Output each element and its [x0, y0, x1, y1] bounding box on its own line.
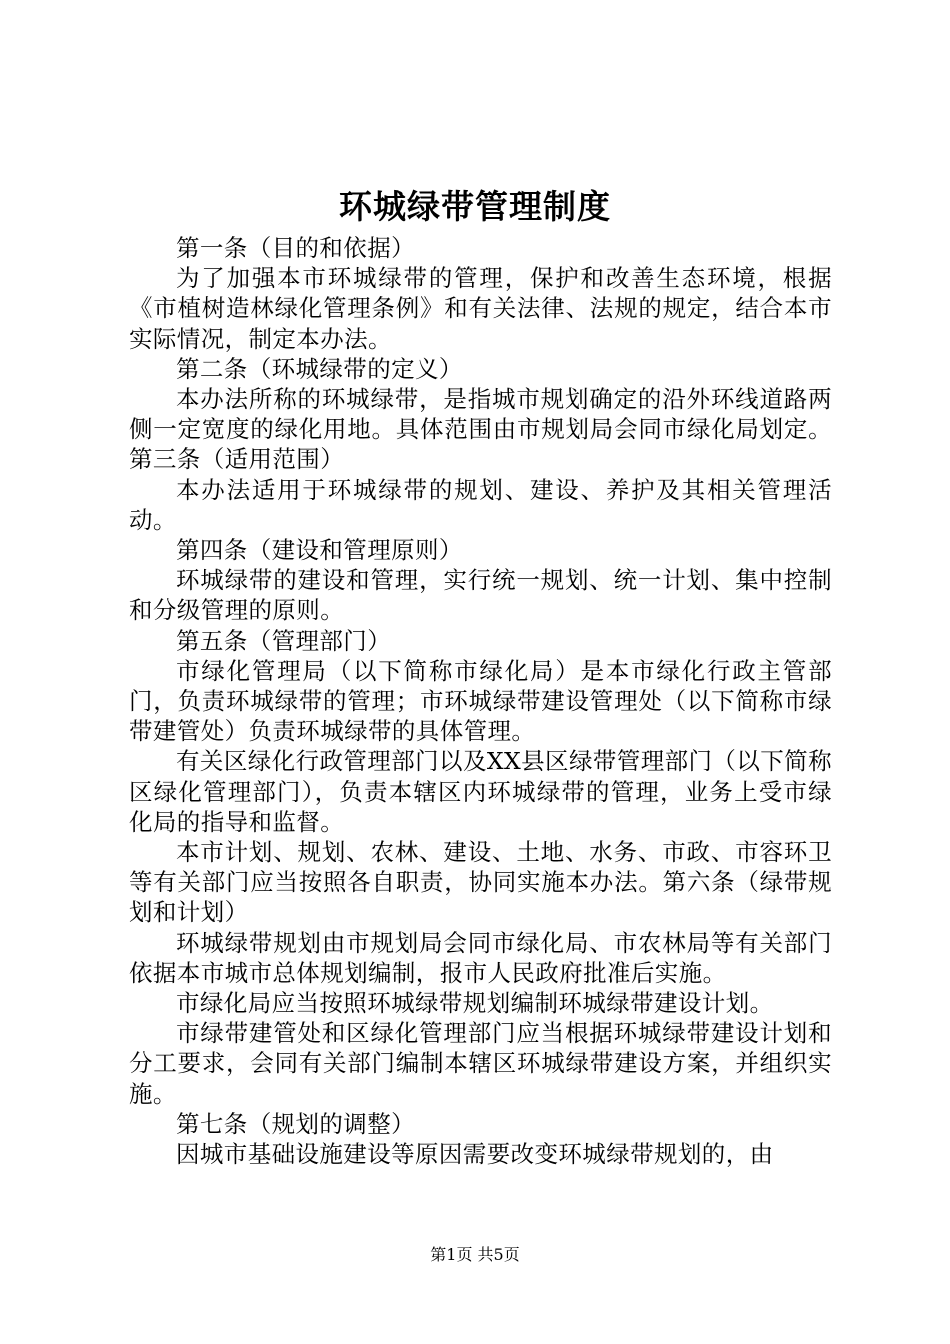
paragraph: 本办法所称的环城绿带，是指城市规划确定的沿外环线道路两侧一定宽度的绿化用地。具体范围由市规划局会同市绿化局划定。第三条（适用范围） [129, 385, 832, 474]
document-body [129, 233, 832, 1169]
paragraph-article-4-heading: 第四条（建设和管理原则） [176, 536, 463, 565]
paragraph: 环城绿带规划由市规划局会同市绿化局、市农林局等有关部门依据本市城市总体规划编制，报市人民政府批准后实施。 [129, 928, 832, 987]
paragraph: 市绿化局应当按照环城绿带规划编制环城绿带建设计划。 [176, 989, 774, 1018]
paragraph: 为了加强本市环城绿带的管理，保护和改善生态环境，根据《市植树造林绿化管理条例》和有关法律、法规的规定，结合本市实际情况，制定本办法。 [129, 264, 832, 353]
document-title: 环城绿带管理制度 [339, 187, 611, 226]
paragraph-article-5-heading: 第五条（管理部门） [176, 626, 392, 655]
paragraph-article-7-heading: 第七条（规划的调整） [176, 1109, 415, 1138]
paragraph: 因城市基础设施建设等原因需要改变环城绿带规划的，由 [176, 1140, 774, 1169]
page-footer: 第1页 共5页 [430, 1245, 520, 1264]
paragraph: 市绿带建管处和区绿化管理部门应当根据环城绿带建设计划和分工要求，会同有关部门编制本辖区环城绿带建设方案，并组织实施。 [129, 1019, 832, 1108]
paragraph: 本市计划、规划、农林、建设、土地、水务、市政、市容环卫等有关部门应当按照各自职责，协同实施本办法。第六条（绿带规划和计划） [129, 838, 832, 927]
paragraph-article-1-heading: 第一条（目的和依据） [176, 234, 415, 262]
paragraph: 市绿化管理局（以下简称市绿化局）是本市绿化行政主管部门，负责环城绿带的管理；市环城绿带建设管理处（以下简称市绿带建管处）负责环城绿带的具体管理。 [129, 656, 832, 746]
paragraph: 有关区绿化行政管理部门以及XX县区绿带管理部门（以下简称区绿化管理部门），负责本辖区内环城绿带的管理，业务上受市绿化局的指导和监督。 [129, 747, 832, 836]
paragraph-article-2-heading: 第二条（环城绿带的定义） [176, 354, 463, 383]
paragraph: 本办法适用于环城绿带的规划、建设、养护及其相关管理活动。 [129, 475, 832, 534]
paragraph: 环城绿带的建设和管理，实行统一规划、统一计划、集中控制和分级管理的原则。 [129, 566, 832, 625]
